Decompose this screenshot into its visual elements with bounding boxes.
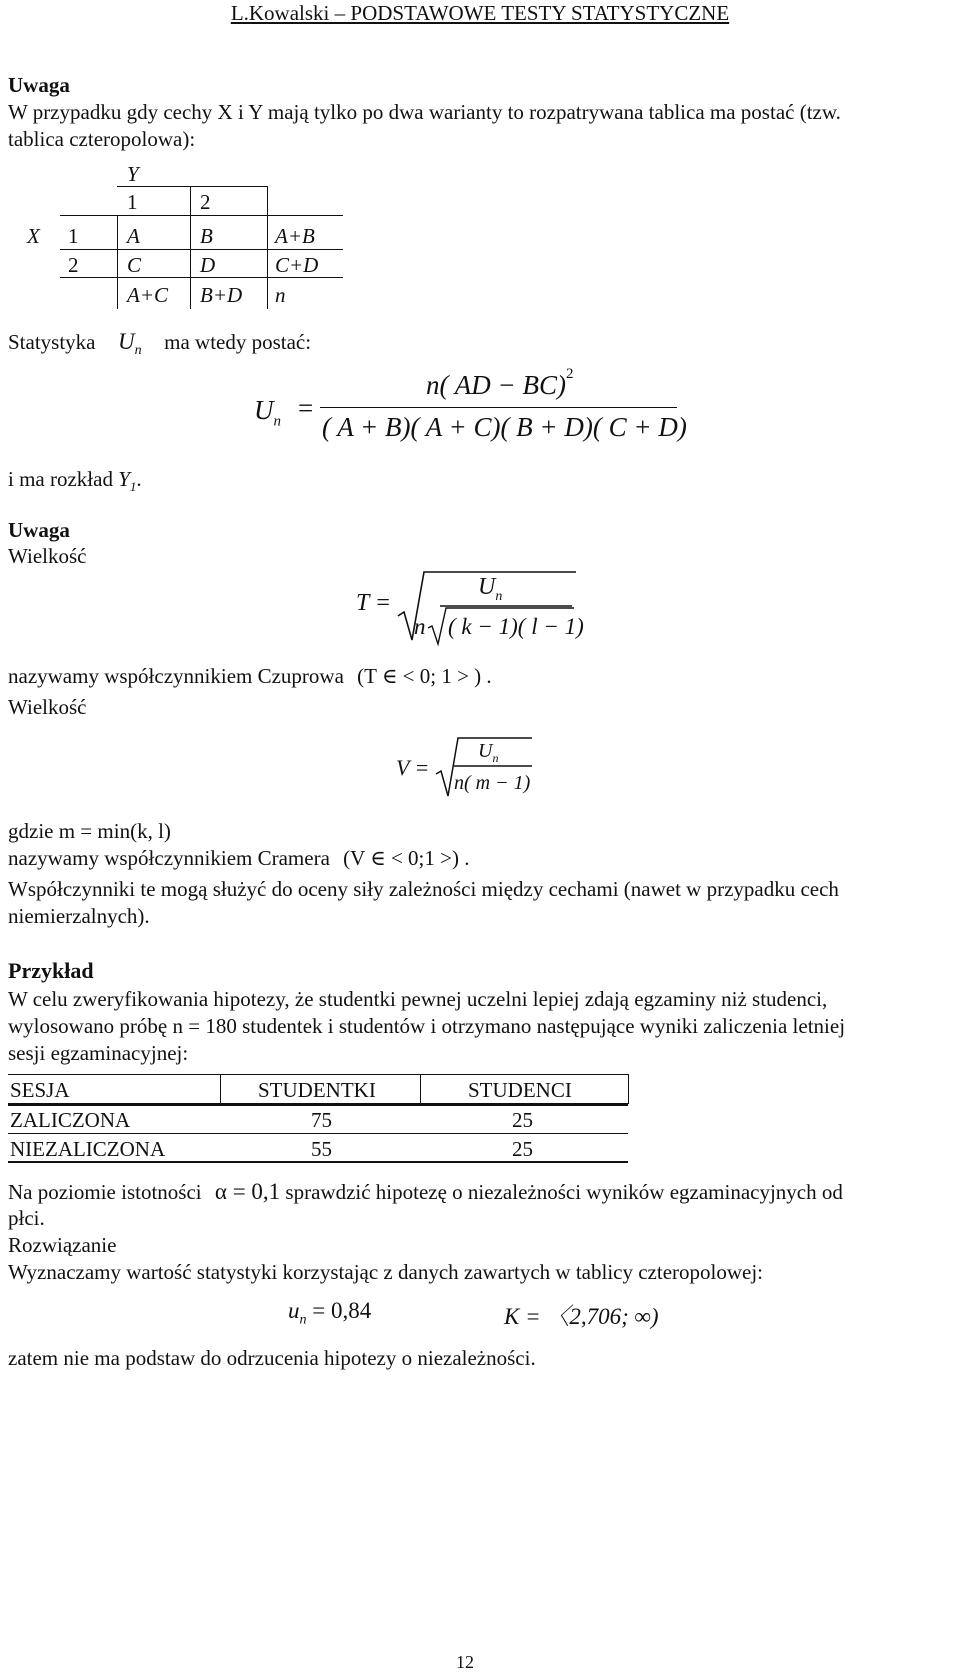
statistic-symbol: U xyxy=(118,329,135,354)
grid-line xyxy=(60,215,343,216)
table-rule-header xyxy=(8,1103,628,1106)
table-cell: 75 xyxy=(311,1108,332,1132)
un-result-eq: = 0,84 xyxy=(312,1298,372,1323)
grid-line xyxy=(117,186,267,187)
solution-line: Wyznaczamy wartość statystyki korzystając z danych zawartych w tablicy czteropolowej: xyxy=(8,1260,764,1284)
cell-c: C xyxy=(127,253,142,277)
note2-heading: Uwaga xyxy=(8,518,70,542)
table-cell: 55 xyxy=(311,1137,332,1161)
v-lhs: V = xyxy=(396,755,430,780)
table-cell: 25 xyxy=(512,1108,533,1132)
table-cell: 25 xyxy=(512,1137,533,1161)
statistic-symbol-sub: n xyxy=(134,343,142,359)
un-denominator: ( A + B)( A + C)( B + D)( C + D) xyxy=(322,412,687,442)
remark-line1: Współczynniki te mogą służyć do oceny siły zależności między cechami (nawet w przypadku cech xyxy=(8,877,839,901)
example-line2: wylosowano próbę n = 180 studentek i studentów i otrzymano następujące wyniki zaliczenia letniej xyxy=(8,1014,846,1038)
grid-line xyxy=(190,186,191,309)
task-suffix: sprawdzić hipotezę o niezależności wyników egzaminacyjnych od xyxy=(285,1180,843,1204)
t-den-n: n xyxy=(414,614,426,639)
cramer-range: (V ∈ < 0;1 >) . xyxy=(343,846,470,870)
note1-line2: tablica czteropolowa): xyxy=(8,127,196,151)
cell-d: D xyxy=(200,253,216,277)
t-den-rest: ( k − 1)( l − 1) xyxy=(448,614,584,639)
v-numerator-sub: n xyxy=(492,751,499,765)
cell-a-plus-b: A+B xyxy=(275,224,315,248)
statistic-intro-prefix: Statystyka xyxy=(8,330,96,354)
table-rule xyxy=(220,1074,221,1104)
table-header-sesja: SESJA xyxy=(10,1078,70,1102)
czuprow-line xyxy=(8,663,492,690)
col-header-1: 1 xyxy=(127,190,138,214)
k-result: K = 〈2,706; ∞) xyxy=(504,1304,659,1329)
note1-heading: Uwaga xyxy=(8,73,70,97)
table-row-label: NIEZALICZONA xyxy=(10,1137,166,1161)
col-var-label: Y xyxy=(127,162,139,186)
statistic-intro xyxy=(8,328,311,364)
grid-line xyxy=(267,186,268,309)
t-numerator: U xyxy=(478,574,496,600)
cell-a: A xyxy=(127,224,140,248)
table-rule-row xyxy=(8,1133,628,1134)
distribution-symbol: Y xyxy=(118,467,130,491)
total-a-plus-c: A+C xyxy=(127,283,169,307)
remark-line2: niemierzalnych). xyxy=(8,904,150,928)
grid-line xyxy=(117,215,118,309)
table-header-studenci: STUDENCI xyxy=(468,1078,572,1102)
solution-heading: Rozwiązanie xyxy=(8,1233,117,1257)
t-numerator-sub: n xyxy=(495,588,503,604)
un-numerator: n( AD − BC) xyxy=(426,370,566,400)
col-header-2: 2 xyxy=(200,190,211,214)
wielkosc-2: Wielkość xyxy=(8,695,87,719)
task-prefix: Na poziomie istotności xyxy=(8,1180,202,1204)
row-var-label: X xyxy=(27,224,40,248)
distribution-line xyxy=(8,466,142,500)
cell-c-plus-d: C+D xyxy=(275,253,319,277)
statistic-intro-suffix: ma wtedy postać: xyxy=(164,330,312,354)
v-numerator: U xyxy=(478,740,493,762)
example-heading: Przykład xyxy=(8,958,94,983)
page-number: 12 xyxy=(456,1652,474,1672)
gdzie-line: gdzie m = min(k, l) xyxy=(8,819,171,843)
un-result-symbol: u xyxy=(288,1298,300,1323)
grid-line xyxy=(60,249,343,250)
table-rule xyxy=(628,1074,629,1104)
table-row-label: ZALICZONA xyxy=(10,1108,131,1132)
czuprow-text: nazywamy współczynnikiem Czuprowa xyxy=(8,664,344,688)
distribution-suffix: . xyxy=(136,467,142,491)
un-equals: = xyxy=(298,393,314,423)
table-header-studentki: STUDENTKI xyxy=(258,1078,376,1102)
cell-b: B xyxy=(200,224,213,248)
note1-line1: W przypadku gdy cechy X i Y mają tylko po dwa warianty to rozpatrywana tablica ma postać (tzw. xyxy=(8,100,841,124)
total-n: n xyxy=(275,283,286,307)
distribution-prefix: i ma rozkład xyxy=(8,467,113,491)
un-lhs: U xyxy=(254,395,274,425)
un-result xyxy=(288,1298,371,1329)
un-result-sub: n xyxy=(299,1312,307,1328)
row-label-1: 1 xyxy=(68,224,79,248)
task-line1 xyxy=(8,1178,843,1206)
un-numerator-exp: 2 xyxy=(566,366,574,382)
example-line3: sesji egzaminacyjnej: xyxy=(8,1041,189,1065)
t-lhs: T = xyxy=(356,590,392,616)
cramer-text: nazywamy współczynnikiem Cramera xyxy=(8,846,330,870)
un-fraction-bar xyxy=(320,407,677,408)
v-denominator: n( m − 1) xyxy=(454,772,531,794)
czuprow-range: (T ∈ < 0; 1 > ) . xyxy=(357,664,492,688)
table-rule xyxy=(420,1074,421,1104)
un-lhs-sub: n xyxy=(273,413,281,430)
wielkosc-1: Wielkość xyxy=(8,544,87,568)
row-label-2: 2 xyxy=(68,253,79,277)
distribution-sub: 1 xyxy=(129,479,137,495)
cramer-line xyxy=(8,845,469,872)
grid-line xyxy=(60,277,343,278)
total-b-plus-d: B+D xyxy=(200,283,243,307)
conclusion: zatem nie ma podstaw do odrzucenia hipotezy o niezależności. xyxy=(8,1346,536,1370)
running-header: L.Kowalski – PODSTAWOWE TESTY STATYSTYCZNE xyxy=(230,1,730,25)
example-line1: W celu zweryfikowania hipotezy, że studentki pewnej uczelni lepiej zdają egzaminy niż studenci, xyxy=(8,987,828,1011)
table-rule-top xyxy=(8,1074,628,1075)
task-line2: płci. xyxy=(8,1206,45,1230)
table-rule-bottom xyxy=(8,1161,628,1163)
task-alpha: α = 0,1 xyxy=(214,1179,281,1204)
